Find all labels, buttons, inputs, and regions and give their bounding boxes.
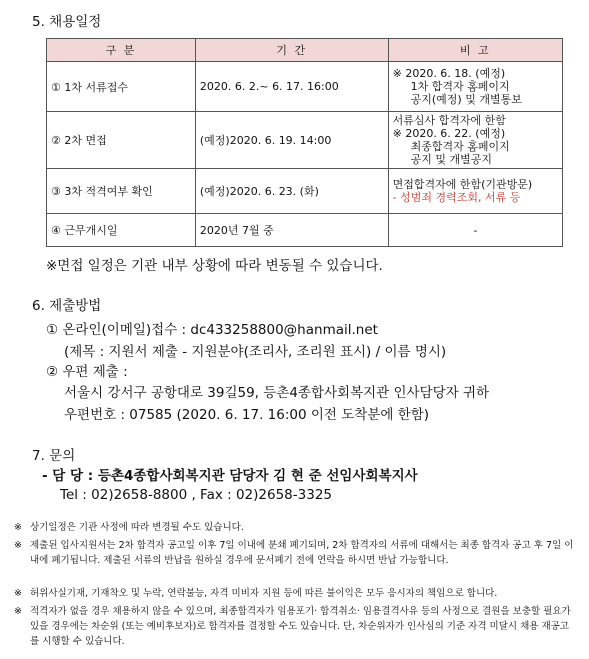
period-cell: (예정)2020. 6. 23. (화): [195, 169, 388, 214]
mail-submission: ② 우편 제출 :: [46, 364, 128, 380]
header-period: 기 간: [195, 39, 388, 62]
footnote-text: 적격자가 없을 경우 채용하지 않을 수 있으며, 최종합격자가 임용포기· 합격취소· 임용결격사유 등의 사정으로 결원을 보충할 필요가 있을 경우에는 차순위 (또는 예비후보자)로 합격자를 결정할 수도 있습니다. 단, 차순위자가 인사심의 기준 자격 미달시 채용 재공고를 시행할 수 있습니다.: [30, 606, 571, 647]
step-cell: ② 2차 면접: [47, 112, 196, 169]
footnote: [14, 604, 578, 649]
note-line: 공지(예정) 및 개별통보: [410, 93, 522, 106]
footnote: [14, 538, 578, 568]
note-cell: [388, 112, 562, 169]
note-line: 최종합격자 홈페이지: [410, 140, 510, 153]
period-cell: 2020. 6. 2.~ 6. 17. 16:00: [195, 62, 388, 112]
note-line: 1차 합격자 홈페이지: [410, 80, 510, 93]
note-line: 면접합격자에 한함(기관방문): [392, 178, 533, 191]
footnote-text: 상기일정은 기관 사정에 따라 변경될 수도 있습니다.: [30, 522, 244, 533]
footnote-mark: ※: [14, 522, 22, 533]
note-line-highlight: - 성범죄 경력조회, 서류 등: [392, 191, 521, 204]
footnote-mark: ※: [14, 540, 22, 551]
step-cell: ① 1차 서류접수: [47, 62, 196, 112]
step-cell: ③ 3차 적격여부 확인: [47, 169, 196, 214]
note-line: ※ 2020. 6. 22. (예정): [392, 127, 506, 140]
section7-title: 7. 문의: [32, 448, 76, 464]
note-cell: [388, 62, 562, 112]
schedule-table: [46, 38, 563, 247]
contact-person: - 담 당 : 등촌4종합사회복지관 담당자 김 현 준 선임사회복지사: [42, 468, 418, 484]
table-row: [47, 62, 563, 112]
table-row: [47, 169, 563, 214]
footnote-mark: ※: [14, 606, 22, 617]
header-note: 비 고: [388, 39, 562, 62]
footnote: [14, 520, 578, 535]
footnote-text: 허위사실기재, 기재착오 및 누락, 연락불능, 자격 미비자 지원 등에 따른 불이익은 모두 응시자의 책임으로 합니다.: [30, 588, 498, 599]
period-cell: (예정)2020. 6. 19. 14:00: [195, 112, 388, 169]
note-cell: -: [388, 214, 562, 247]
online-submission: ① 온라인(이메일)접수 : dc433258800@hanmail.net: [46, 322, 378, 338]
footnote: [14, 586, 578, 601]
mail-zipcode: 우편번호 : 07585 (2020. 6. 17. 16:00 이전 도착분에 한함): [64, 407, 430, 423]
note-cell: [388, 169, 562, 214]
schedule-remark: ※면접 일정은 기관 내부 상황에 따라 변동될 수 있습니다.: [46, 258, 383, 274]
step-cell: ④ 근무개시일: [47, 214, 196, 247]
table-row: [47, 112, 563, 169]
section5-title: 5. 채용일정: [32, 14, 102, 30]
footnote-mark: ※: [14, 588, 22, 599]
note-line: 서류심사 합격자에 한함: [392, 114, 506, 127]
section6-title: 6. 제출방법: [32, 298, 102, 314]
table-header-row: [47, 39, 563, 62]
contact-phone: Tel : 02)2658-8800 , Fax : 02)2658-3325: [60, 487, 332, 503]
mail-address: 서울시 강서구 공항대로 39길59, 등촌4종합사회복지관 인사담당자 귀하: [64, 385, 490, 401]
period-cell: 2020년 7월 중: [195, 214, 388, 247]
footnote-text: 제출된 입사지원서는 2차 합격자 공고일 이후 7일 이내에 분쇄 폐기되며, 2차 합격자의 서류에 대해서는 최종 합격자 공고 후 7일 이내에 폐기됩니다. 제출된 서류의 반납을 원하실 경우에 문서폐기 전에 연락을 하시면 반납 가능합니다.: [30, 540, 574, 566]
note-line: ※ 2020. 6. 18. (예정): [392, 67, 506, 80]
online-submission-note: (제목 : 지원서 제출 - 지원분야(조리사, 조리원 표시) / 이름 명시): [64, 344, 447, 360]
note-line: 공지 및 개별공지: [410, 153, 492, 166]
table-row: [47, 214, 563, 247]
header-category: 구 분: [47, 39, 196, 62]
